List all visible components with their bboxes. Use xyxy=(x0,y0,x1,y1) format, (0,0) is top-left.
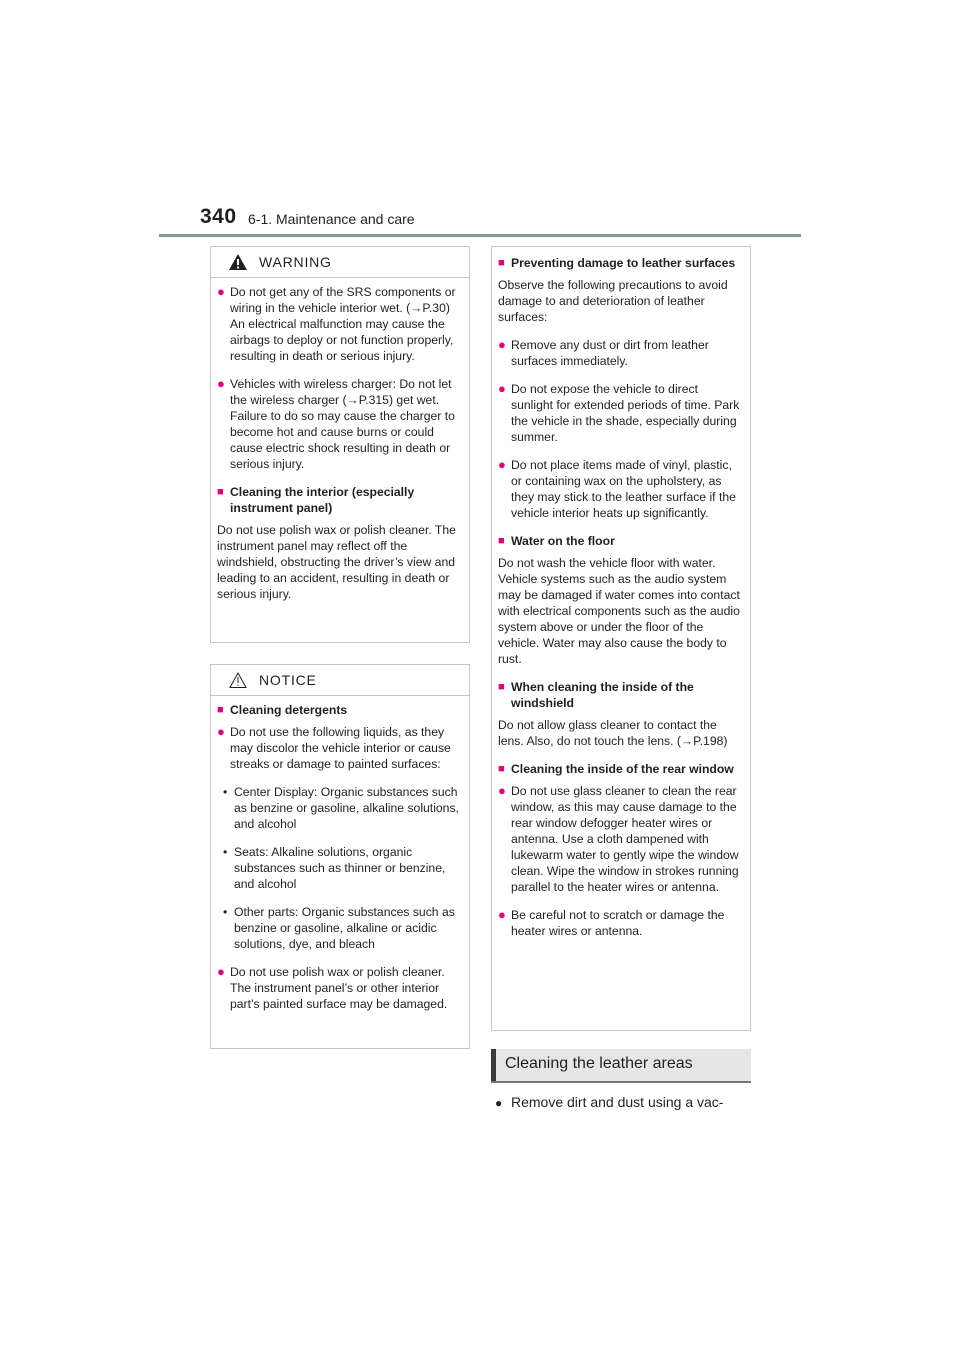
bullet-icon: ● xyxy=(217,964,225,979)
paragraph: Do not wash the vehicle floor with water. Vehicle systems such as the audio system may be damaged if water comes into contact with electrical components such as the audio system above or under the floor of the vehicle. Water may also cause the body to rust. xyxy=(498,556,740,666)
subheading: ■ When cleaning the inside of the windshield xyxy=(498,680,694,710)
subheading: ■ Cleaning the interior (especially instrument panel) xyxy=(217,485,415,515)
sub-list-item: • Center Display: Organic substances such as benzine or gasoline, alkaline solutions, and alcohol xyxy=(223,785,459,831)
body-text: ● Remove dirt and dust using a vac- xyxy=(495,1094,724,1110)
bullet-icon: ● xyxy=(498,381,506,396)
subheading: ■ Cleaning the inside of the rear window xyxy=(498,762,734,776)
sub-list-item: • Seats: Alkaline solutions, organic substances such as thinner or benzine, and alcohol xyxy=(223,845,446,891)
paragraph: Do not allow glass cleaner to contact the lens. Also, do not touch the lens. (→P.198) xyxy=(498,718,728,748)
square-icon: ■ xyxy=(498,257,505,269)
bullet-icon: ● xyxy=(217,284,225,299)
list-item: ● Vehicles with wireless charger: Do not let the wireless charger (→P.315) get wet. Failure to do so may cause the charger to become hot and cause burns or could cause electric shock resulting in death or serious injury. xyxy=(217,376,455,471)
subheading: ■ Water on the floor xyxy=(498,534,615,548)
list-item: ● Do not get any of the SRS components or wiring in the vehicle interior wet. (→P.30) An electrical malfunction may cause the airbags to deploy or not function properly, resulting in death or serious injury. xyxy=(217,284,456,363)
list-item: ● Do not expose the vehicle to direct sunlight for extended periods of time. Park the vehicle in the shade, especially during summer. xyxy=(498,381,740,444)
square-icon: ■ xyxy=(217,486,224,498)
warning-triangle-icon xyxy=(229,254,247,270)
list-item: ● Do not use glass cleaner to clean the rear window, as this may cause damage to the rear window defogger heater wires or antenna. Use a cloth dampened with lukewarm water to gently wipe the window clean. Wipe the window in strokes running parallel to the heater wires or antenna. xyxy=(498,783,739,894)
bullet-icon: ● xyxy=(498,457,506,472)
cleaning-leather-heading: Cleaning the leather areas xyxy=(491,1049,751,1083)
warning-box xyxy=(210,246,470,643)
page-header xyxy=(200,205,800,235)
section-title: 6-1. Maintenance and care xyxy=(248,211,415,227)
notice-header xyxy=(211,665,469,696)
page-number: 340 xyxy=(200,205,237,228)
subheading: ■ Cleaning detergents xyxy=(217,703,348,717)
heading-bar xyxy=(491,1049,496,1081)
bullet-icon: ● xyxy=(498,783,506,798)
paragraph: Observe the following precautions to avoid damage to and deterioration of leather surfaces: xyxy=(498,278,728,324)
bullet-icon: ● xyxy=(498,907,506,922)
list-item: ● Do not use polish wax or polish cleaner. The instrument panel’s or other interior part’s painted surface may be damaged. xyxy=(217,964,448,1011)
bullet-icon: ● xyxy=(495,1096,503,1110)
notice-triangle-icon xyxy=(229,672,247,688)
warning-header xyxy=(211,247,469,278)
square-icon: ■ xyxy=(217,704,224,716)
paragraph: Do not use polish wax or polish cleaner. The instrument panel may reflect off the windshield, obstructing the driver’s view and leading to an accident, resulting in death or serious injury. xyxy=(217,523,456,601)
bullet-icon: ● xyxy=(498,337,506,352)
bullet-icon: ● xyxy=(217,724,225,739)
square-icon: ■ xyxy=(498,535,505,547)
list-item: ● Be careful not to scratch or damage the heater wires or antenna. xyxy=(498,907,725,938)
warning-title: WARNING xyxy=(259,254,332,270)
list-item: ● Do not place items made of vinyl, plastic, or containing wax on the upholstery, as they may stick to the leather surface if the vehicle interior heats up significantly. xyxy=(498,457,736,520)
bullet-icon: ● xyxy=(217,376,225,391)
list-item: ● Do not use the following liquids, as they may discolor the vehicle interior or cause streaks or damage to painted surfaces: xyxy=(217,724,451,771)
square-icon: ■ xyxy=(498,681,505,693)
sub-list-item: • Other parts: Organic substances such as benzine or gasoline, alkaline or acidic solutions, dye, and bleach xyxy=(223,905,455,951)
leather-notice-box xyxy=(491,246,751,1031)
notice-box xyxy=(210,664,470,1049)
list-item: ● Remove any dust or dirt from leather surfaces immediately. xyxy=(498,337,709,368)
notice-title: NOTICE xyxy=(259,672,317,688)
header-rule xyxy=(159,234,801,237)
subheading: ■ Preventing damage to leather surfaces xyxy=(498,256,736,270)
square-icon: ■ xyxy=(498,763,505,775)
